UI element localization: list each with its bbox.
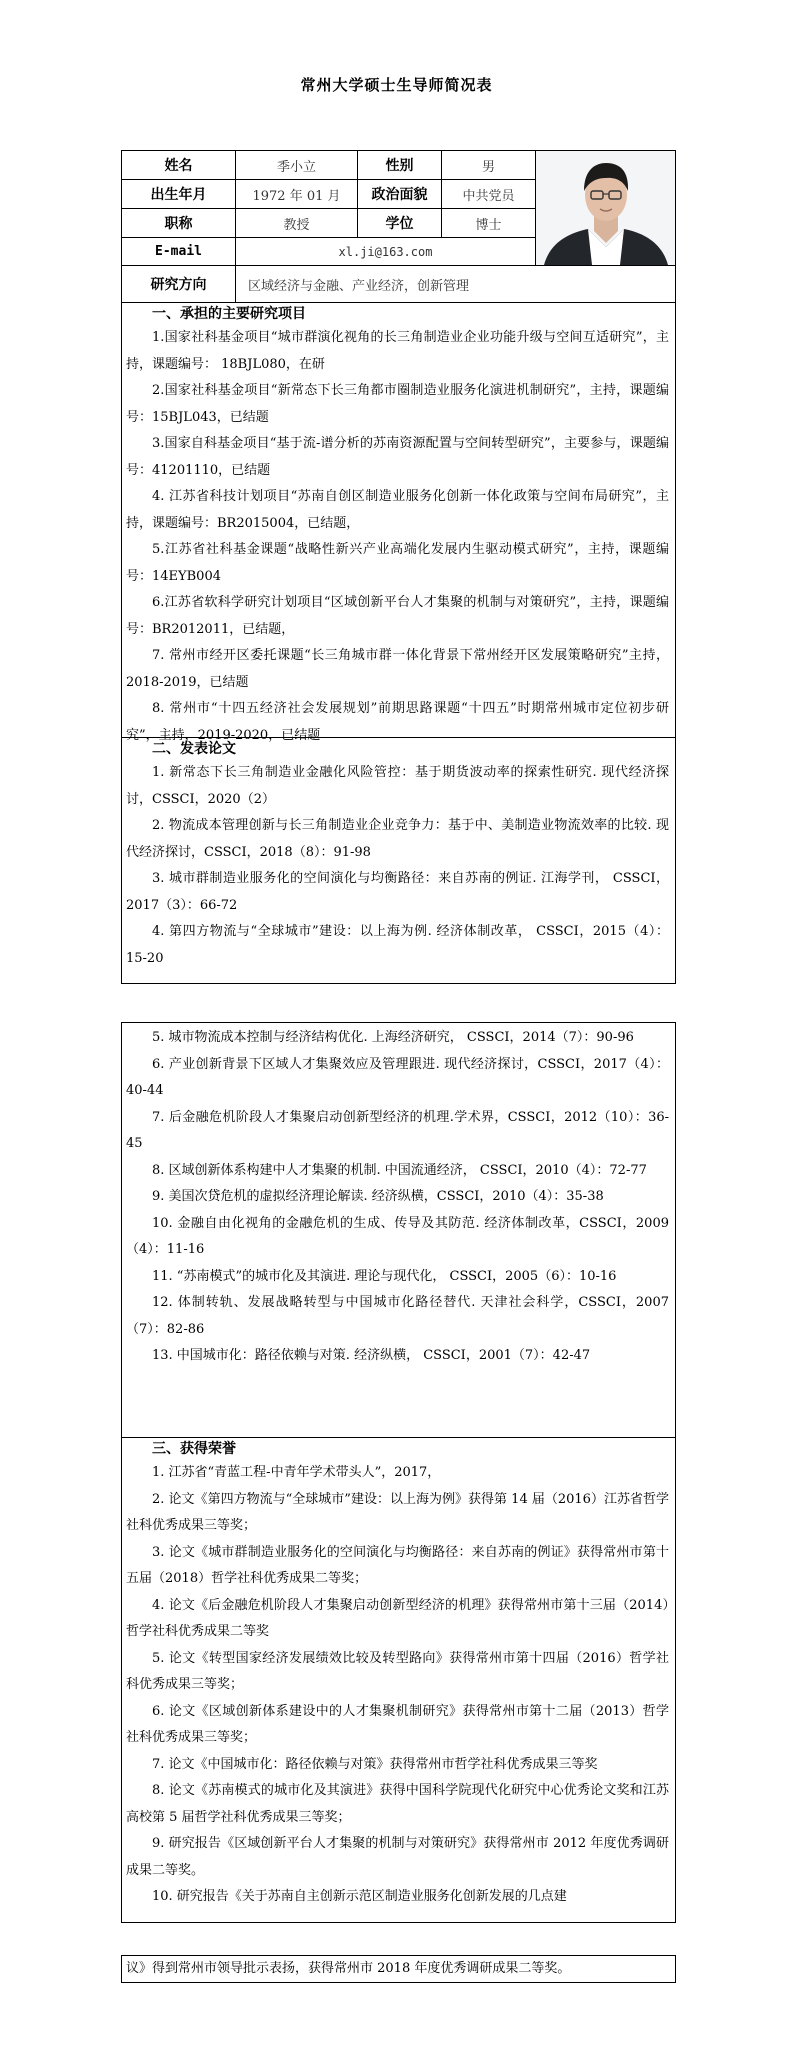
birth-value: 1972 年 01 月 xyxy=(236,180,358,209)
paper-item: 8. 区域创新体系构建中人才集聚的机制. 中国流通经济， CSSCI，2010（4）：72-77 xyxy=(152,1162,647,1178)
honors-list xyxy=(122,1460,675,1911)
degree-label: 学位 xyxy=(358,209,442,238)
honor-item: 5. 论文《转型国家经济发展绩效比较及转型路向》获得常州市第十四届（2016）哲学社科优秀成果三等奖； xyxy=(126,1650,669,1692)
paper-item: 2. 物流成本管理创新与长三角制造业企业竞争力：基于中、美制造业物流效率的比较. 现代经济探讨，CSSCI，2018（8）：91-98 xyxy=(126,818,669,860)
title-value: 教授 xyxy=(236,209,358,238)
honor-item: 7. 论文《中国城市化：路径依赖与对策》获得常州市哲学社科优秀成果三等奖 xyxy=(152,1756,598,1772)
projects-section xyxy=(122,303,675,749)
name-value: 季小立 xyxy=(236,151,358,180)
continued-table xyxy=(121,1022,676,1923)
project-item: 4. 江苏省科技计划项目“苏南自创区制造业服务化创新一体化政策与空间布局研究”，主持，课题编号：BR2015004，已结题， xyxy=(126,489,669,531)
honor-item: 2. 论文《第四方物流与“全球城市”建设：以上海为例》获得第 14 届（2016）江苏省哲学社科优秀成果三等奖； xyxy=(126,1491,669,1533)
papers-section xyxy=(122,738,675,972)
profile-table xyxy=(121,150,676,984)
paper-item: 7. 后金融危机阶段人才集聚启动创新型经济的机理.学术界，CSSCI，2012（10）：36-45 xyxy=(126,1109,669,1151)
project-item: 3.国家自科基金项目“基于流-谱分析的苏南资源配置与空间转型研究”，主要参与，课题编号：41201110，已结题 xyxy=(126,436,669,478)
papers-list xyxy=(122,760,675,972)
honor-item: 1. 江苏省“青蓝工程-中青年学术带头人”，2017， xyxy=(152,1465,441,1480)
honor-item: 8. 论文《苏南模式的城市化及其演进》获得中国科学院现代化研究中心优秀论文奖和江苏高校第 5 届哲学社科优秀成果三等奖； xyxy=(126,1783,669,1825)
paper-item: 11. “苏南模式”的城市化及其演进. 理论与现代化， CSSCI，2005（6）：10-16 xyxy=(152,1268,617,1284)
page-title: 常州大学硕士生导师简况表 xyxy=(300,76,493,94)
paper-item: 5. 城市物流成本控制与经济结构优化. 上海经济研究， CSSCI，2014（7）：90-96 xyxy=(152,1030,634,1045)
projects-heading: 一、承担的主要研究项目 xyxy=(152,306,306,322)
projects-list xyxy=(122,325,675,749)
paper-item: 4. 第四方物流与“全球城市”建设：以上海为例. 经济体制改革， CSSCI，2015（4）：15-20 xyxy=(126,924,669,966)
papers-continued-section xyxy=(122,1025,675,1370)
degree-value: 博士 xyxy=(442,209,536,238)
gender-label: 性别 xyxy=(358,151,442,180)
paper-item: 6. 产业创新背景下区域人才集聚效应及管理跟进. 现代经济探讨，CSSCI，2017（4）：40-44 xyxy=(126,1056,669,1098)
honor-item: 6. 论文《区域创新体系建设中的人才集聚机制研究》获得常州市第十二届（2013）哲学社科优秀成果三等奖； xyxy=(126,1703,669,1745)
honor-item: 9. 研究报告《区域创新平台人才集聚的机制与对策研究》获得常州市 2012 年度优秀调研成果二等奖。 xyxy=(126,1836,669,1878)
honor-item: 4. 论文《后金融危机阶段人才集聚启动创新型经济的机理》获得常州市第十三届（2014）哲学社科优秀成果二等奖 xyxy=(126,1597,669,1639)
paper-item: 3. 城市群制造业服务化的空间演化与均衡路径：来自苏南的例证. 江海学刊， CSSCI，2017（3）：66-72 xyxy=(126,871,669,913)
honor-continued-text: 议》得到常州市领导批示表扬，获得常州市 2018 年度优秀调研成果二等奖。 xyxy=(126,1961,571,1976)
honor-item: 10. 研究报告《关于苏南自主创新示范区制造业服务化创新发展的几点建 xyxy=(152,1889,567,1904)
project-item: 7. 常州市经开区委托课题“长三角城市群一体化背景下常州经开区发展策略研究”主持，2018-2019，已结题 xyxy=(126,648,669,690)
paper-item: 10. 金融自由化视角的金融危机的生成、传导及其防范. 经济体制改革，CSSCI，2009（4）：11-16 xyxy=(126,1215,669,1257)
name-label: 姓名 xyxy=(122,151,236,180)
gender-value: 男 xyxy=(442,151,536,180)
paper-item: 12. 体制转轨、发展战略转型与中国城市化路径替代. 天津社会科学，CSSCI，2007（7）：82-86 xyxy=(126,1295,669,1337)
papers-list-continued xyxy=(122,1025,675,1370)
political-label: 政治面貌 xyxy=(358,180,442,209)
portrait-photo xyxy=(536,151,675,266)
email-label: E-mail xyxy=(122,238,236,266)
honor-item: 3. 论文《城市群制造业服务化的空间演化与均衡路径：来自苏南的例证》获得常州市第十五届（2018）哲学社科优秀成果二等奖； xyxy=(126,1544,669,1586)
birth-label: 出生年月 xyxy=(122,180,236,209)
project-item: 1.国家社科基金项目“城市群演化视角的长三角制造业企业功能升级与空间互适研究”，主持，课题编号： 18BJL080，在研 xyxy=(126,330,669,372)
research-value: 区域经济与金融、产业经济，创新管理 xyxy=(236,266,675,303)
paper-item: 13. 中国城市化：路径依赖与对策. 经济纵横， CSSCI，2001（7）：42-47 xyxy=(152,1348,591,1363)
title-label: 职称 xyxy=(122,209,236,238)
papers-heading: 二、发表论文 xyxy=(152,741,236,757)
project-item: 2.国家社科基金项目“新常态下长三角都市圈制造业服务化演进机制研究”，主持，课题编号：15BJL043，已结题 xyxy=(126,383,669,425)
political-value: 中共党员 xyxy=(442,180,536,209)
research-label: 研究方向 xyxy=(122,266,236,303)
project-item: 5.江苏省社科基金课题“战略性新兴产业高端化发展内生驱动模式研究”，主持，课题编号：14EYB004 xyxy=(126,542,669,584)
email-value: xl.ji@163.com xyxy=(236,238,536,266)
honors-section xyxy=(122,1438,675,1911)
project-item: 6.江苏省软科学研究计划项目“区域创新平台人才集聚的机制与对策研究”，主持，课题编号：BR2012011，已结题， xyxy=(126,595,669,637)
paper-item: 9. 美国次贷危机的虚拟经济理论解读. 经济纵横，CSSCI，2010（4）：35-38 xyxy=(152,1189,604,1204)
project-item: 8. 常州市“十四五经济社会发展规划”前期思路课题“十四五”时期常州城市定位初步研究”，主持，2019-2020，已结题 xyxy=(126,701,669,743)
paper-item: 1. 新常态下长三角制造业金融化风险管控：基于期货波动率的探索性研究. 现代经济探讨，CSSCI，2020（2） xyxy=(126,765,669,807)
final-box xyxy=(121,1955,676,1983)
honors-heading: 三、获得荣誉 xyxy=(152,1441,236,1457)
